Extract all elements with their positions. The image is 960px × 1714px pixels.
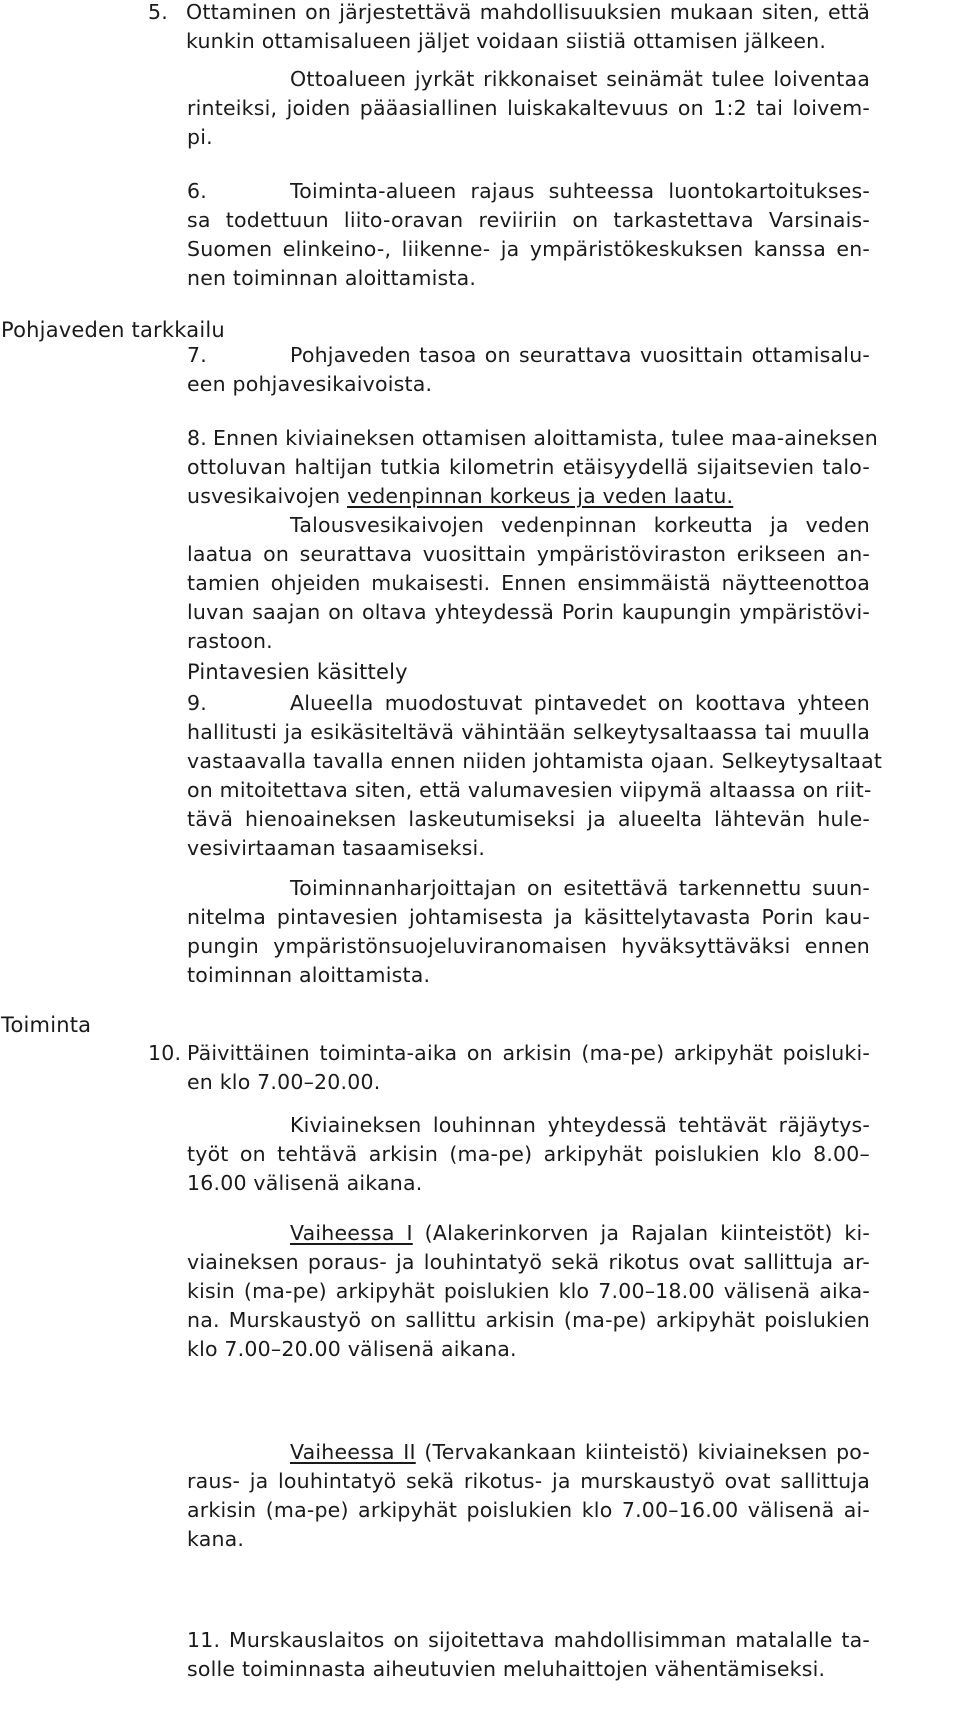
paragraph-line: Ottoalueen jyrkät rikkonaiset seinämät tulee loiventaa <box>290 67 870 91</box>
paragraph-line: klo 7.00–20.00 välisenä aikana. <box>187 1337 517 1361</box>
paragraph-line: en klo 7.00–20.00. <box>187 1070 381 1094</box>
item-5-paragraph-2 <box>187 65 870 152</box>
paragraph-line <box>187 1219 870 1248</box>
item-9-paragraph-2 <box>187 874 870 990</box>
item-10-paragraph-2 <box>187 1111 870 1198</box>
paragraph-line: kisin (ma-pe) arkipyhät poislukien klo 7.00–18.00 välisenä aika- <box>187 1279 870 1303</box>
paragraph-line: sa todettuun liito-oravan reviiriin on tarkastettava Varsinais- <box>187 208 870 232</box>
item-5-line <box>148 0 870 27</box>
underlined-text: Vaiheessa II <box>290 1440 416 1464</box>
paragraph-line: Suomen elinkeino-, liikenne- ja ympäristökeskuksen kanssa en- <box>187 237 870 261</box>
item-text: Alueella muodostuvat pintavedet on koottava yhteen <box>290 691 870 715</box>
item-text: Pohjaveden tasoa on seurattava vuosittain ottamisalu- <box>290 343 870 367</box>
paragraph-line: tävä hienoaineksen laskeutumiseksi ja alueelta lähtevän hule- <box>187 807 870 831</box>
side-heading-groundwater: Pohjaveden tarkkailu <box>1 318 225 342</box>
line-text: (Tervakankaan kiinteistö) kiviaineksen po- <box>415 1440 870 1464</box>
paragraph-line <box>187 1626 870 1655</box>
paragraph-line: luvan saajan on oltava yhteydessä Porin kaupungin ympäristövi- <box>187 600 870 624</box>
paragraph-line <box>187 177 870 206</box>
paragraph-line <box>187 424 878 453</box>
paragraph-line: nen toiminnan aloittamista. <box>187 266 477 290</box>
side-heading-operation: Toiminta <box>1 1013 92 1037</box>
sub-heading-surface-water: Pintavesien käsittely <box>187 660 408 684</box>
paragraph-line: rastoon. <box>187 629 273 653</box>
paragraph-line: na. Murskaustyö on sallittu arkisin (ma-pe) arkipyhät poislukien <box>187 1308 870 1332</box>
paragraph-line: raus- ja louhintatyö sekä rikotus- ja murskaustyö ovat sallittuja <box>187 1469 870 1493</box>
paragraph-line: työt on tehtävä arkisin (ma-pe) arkipyhät poislukien klo 8.00– <box>187 1142 870 1166</box>
item-number: 8. <box>187 426 207 450</box>
paragraph-line: vesivirtaaman tasaamiseksi. <box>187 836 486 860</box>
item-10-paragraph-4 <box>187 1438 870 1554</box>
paragraph-line: Toiminnanharjoittajan on esitettävä tarkennettu suun- <box>290 876 870 900</box>
paragraph-line <box>187 1438 870 1467</box>
paragraph-line: 16.00 välisenä aikana. <box>187 1171 423 1195</box>
paragraph-line: tamien ohjeiden mukaisesti. Ennen ensimmäistä näytteenottoa <box>187 571 870 595</box>
paragraph-line: een pohjavesikaivoista. <box>187 372 433 396</box>
item-7 <box>187 341 870 399</box>
paragraph-line: rinteiksi, joiden pääasiallinen luiskakaltevuus on 1:2 tai loivem- <box>187 96 870 120</box>
item-10-paragraph-3 <box>187 1219 870 1364</box>
line-text: (Alakerinkorven ja Rajalan kiinteistöt) ki- <box>412 1221 870 1245</box>
item-11 <box>187 1626 870 1684</box>
item-6 <box>187 177 870 293</box>
paragraph-line: ottoluvan haltijan tutkia kilometrin etäisyydellä sijaitsevien talo- <box>187 455 870 479</box>
underlined-text: vedenpinnan korkeus ja veden laatu. <box>347 484 734 508</box>
line-text: usvesikaivojen <box>187 484 348 508</box>
paragraph-line <box>187 341 870 370</box>
item-text: Ennen kiviaineksen ottamisen aloittamista, tulee maa-aineksen <box>213 426 878 450</box>
paragraph-line: arkisin (ma-pe) arkipyhät poislukien klo 7.00–16.00 välisenä ai- <box>187 1498 870 1522</box>
item-text: Toiminta-alueen rajaus suhteessa luontokartoitukses- <box>290 179 870 203</box>
paragraph-line <box>187 482 870 511</box>
item-number: 11. <box>187 1628 221 1652</box>
item-10 <box>148 1039 870 1097</box>
paragraph-line: Kiviaineksen louhinnan yhteydessä tehtävät räjäytys- <box>290 1113 870 1137</box>
item-9 <box>187 689 883 863</box>
item-number: 7. <box>187 343 207 367</box>
item-5 <box>148 0 870 56</box>
paragraph-line: pungin ympäristönsuojeluviranomaisen hyväksyttäväksi ennen <box>187 934 870 958</box>
item-number: 5. <box>148 0 168 24</box>
item-5-line: kunkin ottamisalueen jäljet voidaan siistiä ottamisen jälkeen. <box>186 29 827 53</box>
paragraph-line: viaineksen poraus- ja louhintatyö sekä rikotus ovat sallittuja ar- <box>187 1250 870 1274</box>
paragraph-line: vastaavalla tavalla ennen niiden johtamista ojaan. Selkeytysaltaat <box>187 749 883 773</box>
item-text: Päivittäinen toiminta-aika on arkisin (ma-pe) arkipyhät poisluki- <box>187 1041 870 1065</box>
paragraph-line: hallitusti ja esikäsiteltävä vähintään selkeytysaltaassa tai muulla <box>187 720 870 744</box>
paragraph-line: laatua on seurattava vuosittain ympäristöviraston erikseen an- <box>187 542 870 566</box>
paragraph-line: solle toiminnasta aiheutuvien meluhaittojen vähentämiseksi. <box>187 1657 826 1681</box>
underlined-text: Vaiheessa I <box>290 1221 413 1245</box>
paragraph-line <box>148 1039 870 1068</box>
paragraph-line <box>187 689 870 718</box>
item-8 <box>187 424 878 656</box>
paragraph-line: nitelma pintavesien johtamisesta ja käsittelytavasta Porin kau- <box>187 905 870 929</box>
item-number: 9. <box>187 691 207 715</box>
paragraph-line: Talousvesikaivojen vedenpinnan korkeutta ja veden <box>290 513 870 537</box>
paragraph-line: kana. <box>187 1527 245 1551</box>
paragraph-line: toiminnan aloittamista. <box>187 963 431 987</box>
item-text: Ottaminen on järjestettävä mahdollisuuksien mukaan siten, että <box>186 0 870 24</box>
paragraph-line: on mitoitettava siten, että valumavesien viipymä altaassa on riit- <box>187 778 872 802</box>
item-number: 6. <box>187 179 207 203</box>
item-text: Murskauslaitos on sijoitettava mahdollisimman matalalle ta- <box>229 1628 870 1652</box>
item-number: 10. <box>148 1041 182 1065</box>
paragraph-line: pi. <box>187 125 213 149</box>
